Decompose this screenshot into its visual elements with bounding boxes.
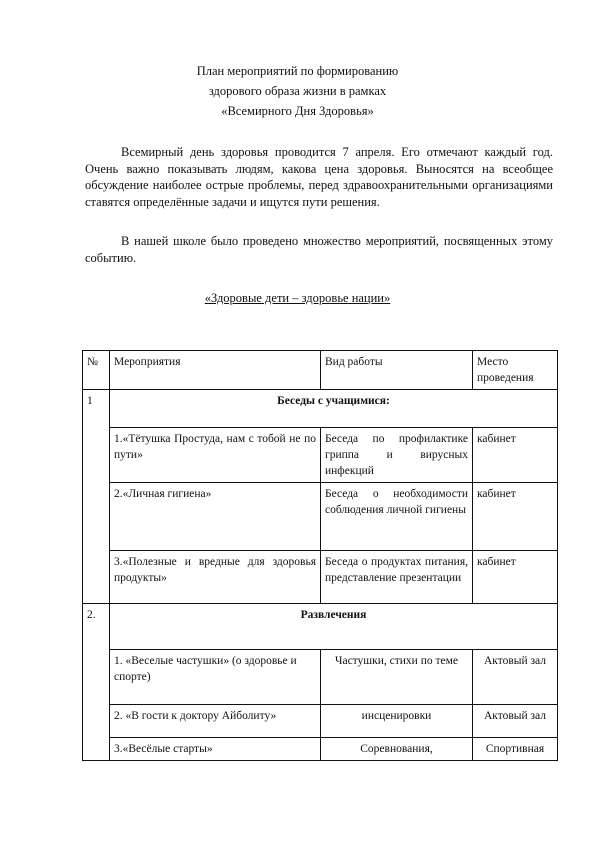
header-type: Вид работы bbox=[321, 351, 473, 390]
event-cell: 1. «Веселые частушки» (о здоровье и спорте) bbox=[110, 650, 321, 705]
document-title bbox=[0, 61, 595, 121]
section-number: 2. bbox=[83, 604, 110, 761]
section-title: Беседы с учащимися: bbox=[110, 390, 558, 428]
table-header-row bbox=[83, 351, 558, 390]
table-row bbox=[83, 428, 558, 483]
intro-paragraph-1: Всемирный день здоровья проводится 7 апреля. Его отмечают каждый год. Очень важно показывать людям, какова цена здоровья. Выносятся на всеобщее обсуждение наиболее острые проблемы, перед здравоохранительными организациями ставятся определённые задачи и ищутся пути решения. bbox=[85, 145, 553, 209]
event-cell: 1.«Тётушка Простуда, нам с тобой не по пути» bbox=[110, 428, 321, 483]
header-event: Мероприятия bbox=[110, 351, 321, 390]
intro-paragraph-2: В нашей школе было проведено множество мероприятий, посвященных этому событию. bbox=[85, 234, 553, 265]
place-cell: кабинет bbox=[473, 551, 558, 604]
work-type-cell: Беседа по профилактике гриппа и вирусных инфекций bbox=[321, 428, 473, 483]
work-type-cell: инсценировки bbox=[321, 705, 473, 738]
place-cell: кабинет bbox=[473, 428, 558, 483]
title-line-3: «Всемирного Дня Здоровья» bbox=[221, 104, 374, 118]
event-cell: 2. «В гости к доктору Айболиту» bbox=[110, 705, 321, 738]
section-row bbox=[83, 390, 558, 428]
table-row bbox=[83, 705, 558, 738]
table-row bbox=[83, 483, 558, 551]
table-row bbox=[83, 738, 558, 761]
title-line-2: здорового образа жизни в рамках bbox=[208, 84, 387, 98]
place-cell: кабинет bbox=[473, 483, 558, 551]
section-number: 1 bbox=[83, 390, 110, 604]
work-type-cell: Соревнования, bbox=[321, 738, 473, 761]
work-type-cell: Беседа о продуктах питания, представление презентации bbox=[321, 551, 473, 604]
place-cell: Актовый зал bbox=[473, 650, 558, 705]
place-cell: Спортивная bbox=[473, 738, 558, 761]
table-row bbox=[83, 650, 558, 705]
place-cell: Актовый зал bbox=[473, 705, 558, 738]
work-type-cell: Беседа о необходимости соблюдения личной гигиены bbox=[321, 483, 473, 551]
motto-heading: «Здоровые дети – здоровье нации» bbox=[204, 291, 391, 305]
section-row bbox=[83, 604, 558, 650]
event-cell: 3.«Весёлые старты» bbox=[110, 738, 321, 761]
events-table bbox=[82, 350, 558, 761]
event-cell: 3.«Полезные и вредные для здоровья продукты» bbox=[110, 551, 321, 604]
work-type-cell: Частушки, стихи по теме bbox=[321, 650, 473, 705]
title-line-1: План мероприятий по формированию bbox=[196, 64, 399, 78]
section-title: Развлечения bbox=[110, 604, 558, 650]
header-num: № bbox=[83, 351, 110, 390]
table-row bbox=[83, 551, 558, 604]
event-cell: 2.«Личная гигиена» bbox=[110, 483, 321, 551]
header-place: Место проведения bbox=[473, 351, 558, 390]
